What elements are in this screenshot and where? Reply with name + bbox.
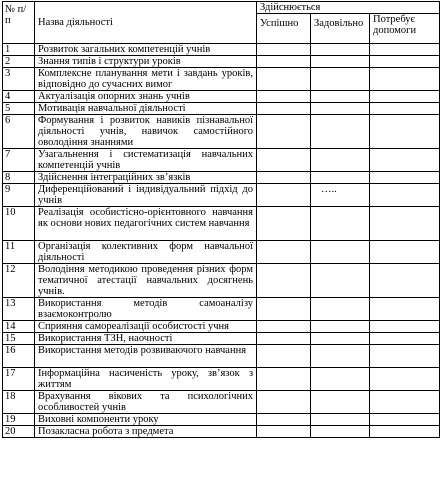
activity-name: Мотивація навчальної діяльності bbox=[35, 103, 257, 115]
activity-name: Знання типів і структури уроків bbox=[35, 56, 257, 68]
needs-help-cell bbox=[370, 241, 440, 264]
table-row bbox=[3, 149, 440, 172]
table-row bbox=[3, 91, 440, 103]
header-activity-name: Назва діяльності bbox=[35, 2, 257, 44]
row-number: 1 bbox=[3, 44, 35, 56]
activity-name: Сприяння самореалізації особистості учня bbox=[35, 321, 257, 333]
needs-help-cell bbox=[370, 184, 440, 207]
table-row bbox=[3, 103, 440, 115]
successful-cell bbox=[257, 426, 311, 438]
satisfactory-cell bbox=[311, 333, 370, 345]
successful-cell bbox=[257, 333, 311, 345]
satisfactory-cell bbox=[311, 149, 370, 172]
activity-name: Узагальнення і систематизація навчальних компетенцій учнів bbox=[35, 149, 257, 172]
successful-cell bbox=[257, 68, 311, 91]
table-row bbox=[3, 426, 440, 438]
successful-cell bbox=[257, 103, 311, 115]
activity-name: Використання ТЗН, наочності bbox=[35, 333, 257, 345]
satisfactory-cell bbox=[311, 44, 370, 56]
row-number: 9 bbox=[3, 184, 35, 207]
satisfactory-cell bbox=[311, 91, 370, 103]
successful-cell bbox=[257, 414, 311, 426]
needs-help-cell bbox=[370, 321, 440, 333]
successful-cell bbox=[257, 321, 311, 333]
needs-help-cell bbox=[370, 103, 440, 115]
needs-help-cell bbox=[370, 298, 440, 321]
satisfactory-cell bbox=[311, 207, 370, 241]
activity-name: Виховні компоненти уроку bbox=[35, 414, 257, 426]
table-row bbox=[3, 184, 440, 207]
row-number: 19 bbox=[3, 414, 35, 426]
needs-help-cell bbox=[370, 115, 440, 149]
header-successful: Успішно bbox=[257, 14, 311, 44]
evaluation-table bbox=[2, 1, 440, 438]
needs-help-cell bbox=[370, 333, 440, 345]
needs-help-cell bbox=[370, 345, 440, 368]
satisfactory-cell bbox=[311, 264, 370, 298]
needs-help-cell bbox=[370, 391, 440, 414]
row-number: 3 bbox=[3, 68, 35, 91]
satisfactory-cell bbox=[311, 414, 370, 426]
row-number: 13 bbox=[3, 298, 35, 321]
needs-help-cell bbox=[370, 56, 440, 68]
header-needs-help: Потребує допомоги bbox=[370, 14, 440, 44]
row-number: 18 bbox=[3, 391, 35, 414]
row-number: 10 bbox=[3, 207, 35, 241]
table-row bbox=[3, 44, 440, 56]
successful-cell bbox=[257, 241, 311, 264]
satisfactory-cell bbox=[311, 345, 370, 368]
satisfactory-cell bbox=[311, 115, 370, 149]
row-number: 20 bbox=[3, 426, 35, 438]
needs-help-cell bbox=[370, 426, 440, 438]
successful-cell bbox=[257, 391, 311, 414]
row-number: 7 bbox=[3, 149, 35, 172]
needs-help-cell bbox=[370, 414, 440, 426]
table-row bbox=[3, 115, 440, 149]
table-row bbox=[3, 264, 440, 298]
successful-cell bbox=[257, 207, 311, 241]
activity-name: Розвиток загальних компетенцій учнів bbox=[35, 44, 257, 56]
successful-cell bbox=[257, 44, 311, 56]
successful-cell bbox=[257, 91, 311, 103]
satisfactory-cell bbox=[311, 391, 370, 414]
successful-cell bbox=[257, 184, 311, 207]
activity-name: Врахування вікових та психологічних особливостей учнів bbox=[35, 391, 257, 414]
row-number: 14 bbox=[3, 321, 35, 333]
row-number: 12 bbox=[3, 264, 35, 298]
successful-cell bbox=[257, 149, 311, 172]
satisfactory-cell bbox=[311, 103, 370, 115]
activity-name: Організація колективних форм навчальної діяльності bbox=[35, 241, 257, 264]
needs-help-cell bbox=[370, 264, 440, 298]
row-number: 11 bbox=[3, 241, 35, 264]
needs-help-cell bbox=[370, 172, 440, 184]
needs-help-cell bbox=[370, 149, 440, 172]
activity-name: Позакласна робота з предмета bbox=[35, 426, 257, 438]
successful-cell bbox=[257, 115, 311, 149]
table-row bbox=[3, 298, 440, 321]
satisfactory-cell bbox=[311, 68, 370, 91]
header-satisfactory: Задовільно bbox=[311, 14, 370, 44]
satisfactory-cell bbox=[311, 321, 370, 333]
table-row bbox=[3, 321, 440, 333]
satisfactory-cell: ….. bbox=[311, 184, 370, 207]
satisfactory-cell bbox=[311, 426, 370, 438]
satisfactory-cell bbox=[311, 368, 370, 391]
table-row bbox=[3, 241, 440, 264]
table-row bbox=[3, 56, 440, 68]
activity-name: Диференційований і індивідуальний підхід до учнів bbox=[35, 184, 257, 207]
satisfactory-cell bbox=[311, 298, 370, 321]
table-row bbox=[3, 391, 440, 414]
needs-help-cell bbox=[370, 368, 440, 391]
activity-name: Використання методів розвиваючого навчання bbox=[35, 345, 257, 368]
needs-help-cell bbox=[370, 44, 440, 56]
table-row bbox=[3, 68, 440, 91]
row-number: 6 bbox=[3, 115, 35, 149]
table-row bbox=[3, 414, 440, 426]
satisfactory-cell bbox=[311, 56, 370, 68]
table-body bbox=[3, 44, 440, 438]
activity-name: Використання методів самоаналізу взаємоконтролю bbox=[35, 298, 257, 321]
successful-cell bbox=[257, 264, 311, 298]
row-number: 5 bbox=[3, 103, 35, 115]
table-row bbox=[3, 368, 440, 391]
needs-help-cell bbox=[370, 68, 440, 91]
row-number: 15 bbox=[3, 333, 35, 345]
row-number: 2 bbox=[3, 56, 35, 68]
successful-cell bbox=[257, 56, 311, 68]
needs-help-cell bbox=[370, 207, 440, 241]
activity-name: Інформаційна насиченість уроку, зв’язок з життям bbox=[35, 368, 257, 391]
successful-cell bbox=[257, 345, 311, 368]
header-performed: Здійснюється bbox=[257, 2, 440, 14]
activity-name: Реалізація особистісно-орієнтовного навчання як основи нових педагогічних систем навчання bbox=[35, 207, 257, 241]
activity-name: Володіння методикою проведення різних форм тематичної атестації навчальних досягнень учнів. bbox=[35, 264, 257, 298]
table-row bbox=[3, 345, 440, 368]
row-number: 17 bbox=[3, 368, 35, 391]
satisfactory-cell bbox=[311, 172, 370, 184]
row-number: 16 bbox=[3, 345, 35, 368]
row-number: 8 bbox=[3, 172, 35, 184]
table-row bbox=[3, 333, 440, 345]
row-number: 4 bbox=[3, 91, 35, 103]
activity-name: Актуалізація опорних знань учнів bbox=[35, 91, 257, 103]
activity-name: Здійснення інтеграційних зв’язків bbox=[35, 172, 257, 184]
header-number: № п/п bbox=[3, 2, 35, 44]
table-row bbox=[3, 207, 440, 241]
table-row bbox=[3, 172, 440, 184]
satisfactory-cell bbox=[311, 241, 370, 264]
successful-cell bbox=[257, 368, 311, 391]
needs-help-cell bbox=[370, 91, 440, 103]
activity-name: Комплексне планування мети і завдань уроків, відповідно до сучасних вимог bbox=[35, 68, 257, 91]
successful-cell bbox=[257, 172, 311, 184]
activity-name: Формування і розвиток навиків пізнавальної діяльності учнів, навичок самостійного оволодіння знаннями bbox=[35, 115, 257, 149]
successful-cell bbox=[257, 298, 311, 321]
